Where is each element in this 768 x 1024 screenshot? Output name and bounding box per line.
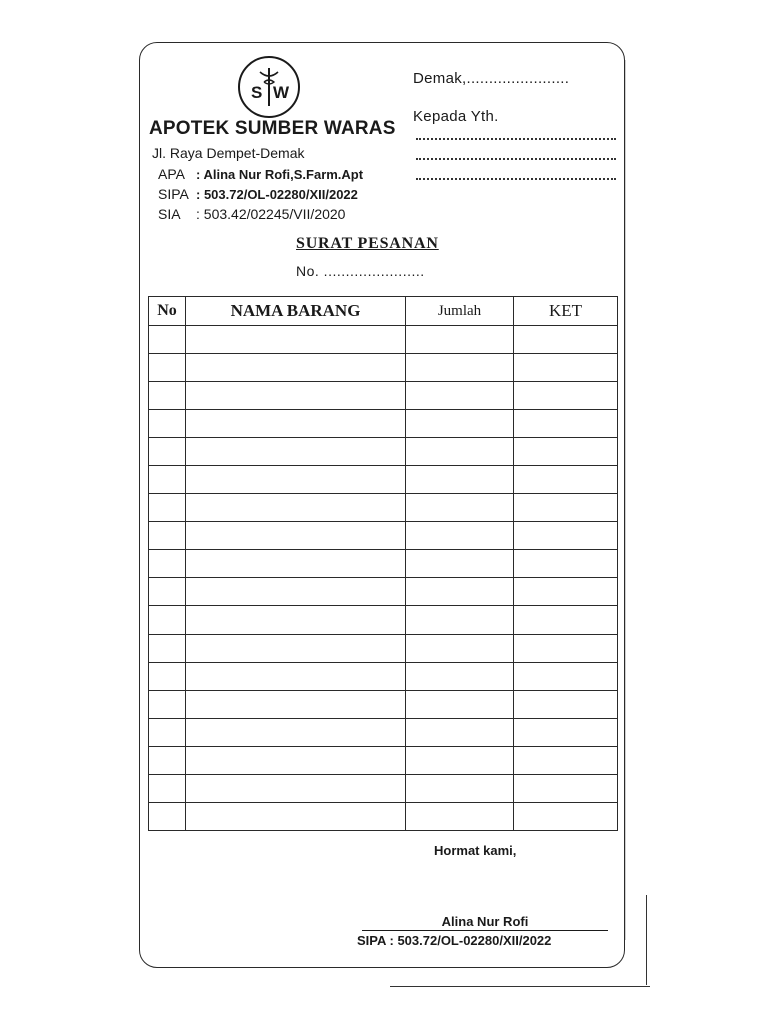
cell-no (149, 662, 186, 690)
table-row (149, 578, 618, 606)
table-header-row (149, 297, 618, 326)
cell-item-name (186, 746, 406, 774)
cell-no (149, 382, 186, 410)
cell-quantity (406, 802, 514, 830)
cell-quantity (406, 662, 514, 690)
table-row (149, 410, 618, 438)
table-row (149, 662, 618, 690)
cell-no (149, 410, 186, 438)
cell-notes (514, 522, 618, 550)
table-row (149, 494, 618, 522)
cell-quantity (406, 550, 514, 578)
cell-item-name (186, 354, 406, 382)
cell-item-name (186, 578, 406, 606)
signer-sipa: SIPA : 503.72/OL-02280/XII/2022 (357, 933, 552, 948)
table-row (149, 718, 618, 746)
document-title: SURAT PESANAN (296, 235, 439, 252)
cell-quantity (406, 746, 514, 774)
cell-no (149, 326, 186, 354)
scan-edge-bottom (390, 986, 650, 987)
cell-item-name (186, 410, 406, 438)
cell-item-name (186, 466, 406, 494)
cell-notes (514, 718, 618, 746)
table-row (149, 522, 618, 550)
apa-value: : Alina Nur Rofi,S.Farm.Apt (196, 167, 364, 182)
table-row (149, 634, 618, 662)
pharmacy-logo-icon (238, 56, 300, 118)
table-body (149, 326, 618, 831)
table-row (149, 326, 618, 354)
cell-quantity (406, 354, 514, 382)
cell-notes (514, 550, 618, 578)
closing-text: Hormat kami, (434, 843, 517, 858)
table-row (149, 606, 618, 634)
apa-row (158, 166, 363, 182)
cell-no (149, 494, 186, 522)
table-row (149, 690, 618, 718)
column-header-notes: KET (514, 297, 618, 326)
cell-item-name (186, 494, 406, 522)
table-row (149, 466, 618, 494)
cell-item-name (186, 438, 406, 466)
cell-no (149, 606, 186, 634)
cell-no (149, 438, 186, 466)
pharmacy-name: APOTEK SUMBER WARAS (149, 118, 396, 139)
cell-quantity (406, 466, 514, 494)
cell-item-name (186, 382, 406, 410)
table-row (149, 550, 618, 578)
cell-notes (514, 606, 618, 634)
sia-row (158, 206, 345, 222)
sipa-label: SIPA (158, 186, 189, 202)
cell-notes (514, 494, 618, 522)
cell-quantity (406, 382, 514, 410)
scan-edge-vertical (646, 895, 647, 985)
document-number: No. ....................... (296, 263, 425, 279)
pharmacy-address: Jl. Raya Dempet-Demak (152, 145, 305, 161)
table-row (149, 382, 618, 410)
cell-notes (514, 382, 618, 410)
cell-no (149, 802, 186, 830)
cell-notes (514, 690, 618, 718)
cell-item-name (186, 550, 406, 578)
cell-quantity (406, 578, 514, 606)
cell-notes (514, 662, 618, 690)
order-table (148, 296, 618, 831)
sipa-row (158, 186, 358, 202)
logo-letter-s: S (251, 83, 263, 102)
cell-item-name (186, 718, 406, 746)
cell-notes (514, 634, 618, 662)
cell-no (149, 634, 186, 662)
column-header-quantity: Jumlah (406, 297, 514, 326)
cell-notes (514, 438, 618, 466)
apa-label: APA (158, 166, 185, 182)
cell-item-name (186, 690, 406, 718)
cell-notes (514, 578, 618, 606)
cell-no (149, 578, 186, 606)
cell-item-name (186, 522, 406, 550)
cell-quantity (406, 690, 514, 718)
sia-label: SIA (158, 206, 181, 222)
recipient-line-1 (416, 136, 616, 140)
cell-notes (514, 466, 618, 494)
cell-quantity (406, 326, 514, 354)
cell-item-name (186, 774, 406, 802)
scan-edge-right (625, 60, 626, 940)
cell-no (149, 466, 186, 494)
column-header-no: No (149, 297, 186, 326)
table-row (149, 438, 618, 466)
cell-item-name (186, 326, 406, 354)
cell-item-name (186, 802, 406, 830)
table-row (149, 354, 618, 382)
logo-letter-w: W (273, 83, 290, 102)
cell-notes (514, 326, 618, 354)
cell-quantity (406, 718, 514, 746)
cell-quantity (406, 774, 514, 802)
cell-quantity (406, 606, 514, 634)
sipa-value: : 503.72/OL-02280/XII/2022 (196, 187, 358, 202)
cell-no (149, 718, 186, 746)
sia-value: : 503.42/02245/VII/2020 (196, 206, 346, 222)
cell-notes (514, 802, 618, 830)
cell-item-name (186, 634, 406, 662)
cell-item-name (186, 662, 406, 690)
recipient-line-3 (416, 176, 616, 180)
recipient-line-2 (416, 156, 616, 160)
column-header-item-name: NAMA BARANG (186, 297, 406, 326)
table-row (149, 774, 618, 802)
cell-quantity (406, 634, 514, 662)
date-line: Demak,....................... (413, 70, 570, 87)
cell-notes (514, 774, 618, 802)
cell-notes (514, 354, 618, 382)
signer-name: Alina Nur Rofi (362, 914, 608, 931)
cell-no (149, 354, 186, 382)
cell-notes (514, 410, 618, 438)
cell-no (149, 550, 186, 578)
cell-no (149, 774, 186, 802)
cell-no (149, 746, 186, 774)
cell-quantity (406, 410, 514, 438)
cell-quantity (406, 494, 514, 522)
cell-notes (514, 746, 618, 774)
cell-quantity (406, 522, 514, 550)
cell-no (149, 522, 186, 550)
table-row (149, 746, 618, 774)
cell-item-name (186, 606, 406, 634)
recipient-label: Kepada Yth. (413, 108, 499, 125)
cell-quantity (406, 438, 514, 466)
table-row (149, 802, 618, 830)
cell-no (149, 690, 186, 718)
